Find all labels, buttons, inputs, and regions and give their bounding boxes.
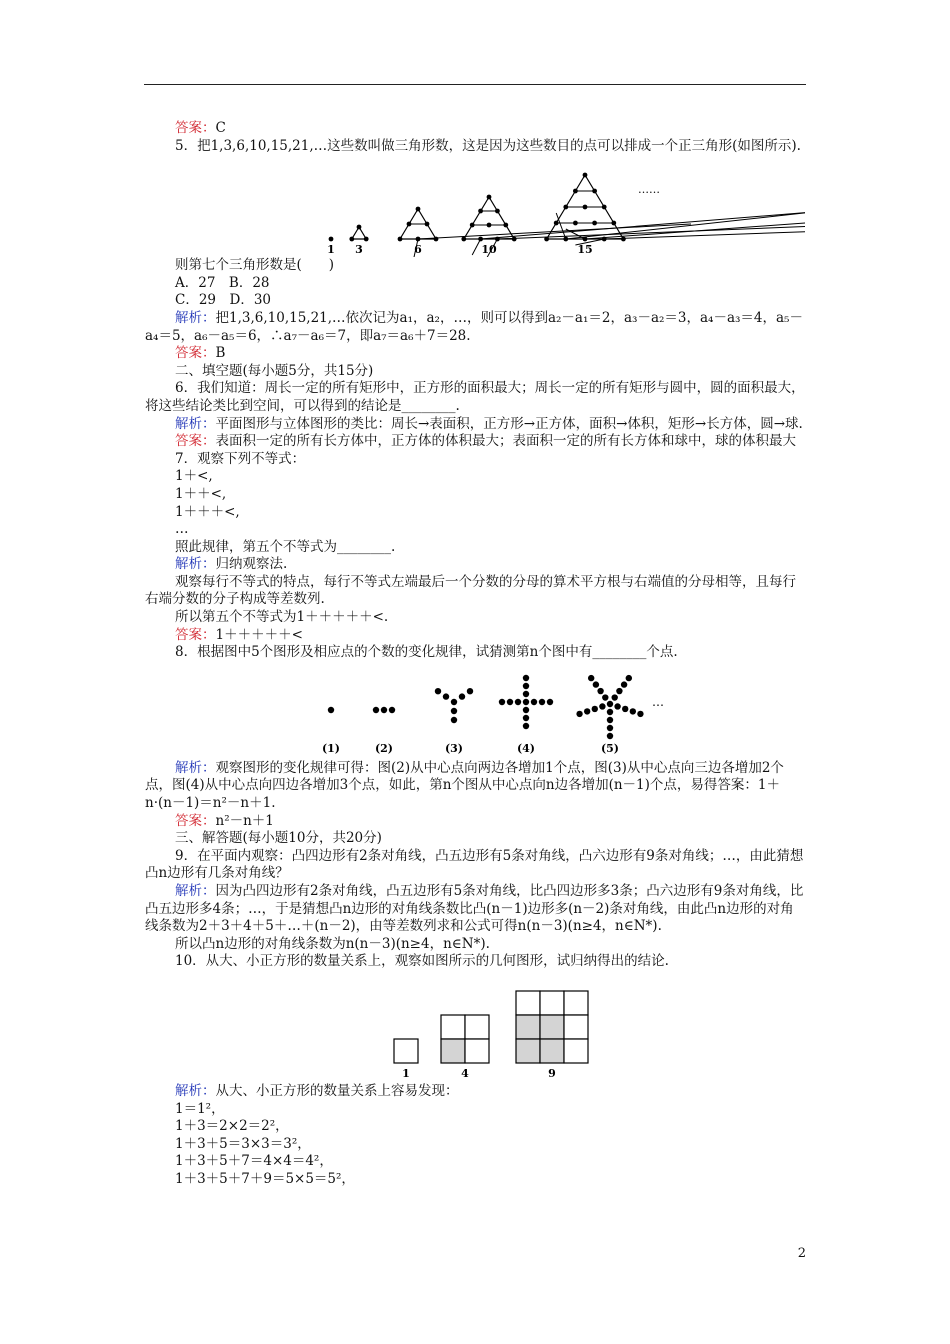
triangle-label-5: 15 [577, 243, 593, 257]
triangle-dot [621, 237, 626, 242]
text-block-5 [145, 292, 805, 310]
pattern-dot [612, 694, 618, 700]
triangle-dot [357, 225, 362, 230]
text-block-36 [145, 1153, 805, 1171]
block-text: 1＋<, [175, 468, 213, 485]
block-text: 1＝1²， [175, 1100, 225, 1117]
text-block-24 [145, 760, 805, 813]
text-block-1 [145, 138, 805, 156]
triangle-dot [583, 173, 588, 178]
pattern-dot [584, 708, 590, 714]
triangle-dot [583, 237, 588, 242]
pattern-dot [523, 707, 529, 713]
triangle-dot [425, 222, 430, 227]
triangle-dot [554, 221, 559, 226]
pattern-dot [523, 699, 529, 705]
pattern-dot [597, 688, 603, 694]
block-text: 从大、小正方形的数量关系上容易发现： [215, 1082, 459, 1099]
block-text: n²－n＋1 [215, 812, 274, 829]
block-text: A．27 B．28 [175, 274, 270, 291]
block-text: 8．根据图中5个图形及相应点的个数的变化规律，试猜测第n个图中有________个点. [175, 644, 678, 661]
analysis-label: 解析： [175, 759, 216, 776]
square-label-9: 9 [548, 1066, 556, 1080]
block-text: 1＋3＋5＝3×3＝3²， [175, 1135, 311, 1152]
triangle-number-1 [329, 237, 334, 242]
pattern-dot [435, 688, 441, 694]
pattern-dot [547, 699, 553, 705]
pattern-dot [616, 688, 622, 694]
pattern-dot [451, 699, 457, 705]
square-label-1: 1 [402, 1066, 410, 1080]
text-block-20 [145, 609, 805, 627]
triangle-dot [478, 237, 483, 242]
pattern-dot [637, 711, 643, 717]
triangle-dot [487, 223, 492, 228]
header-rule [144, 84, 806, 85]
text-block-33 [145, 1101, 805, 1119]
triangle-label-3: 6 [414, 243, 422, 257]
triangle-dot [602, 237, 607, 242]
pattern-dot [622, 706, 628, 712]
pattern-dot [588, 675, 594, 681]
text-block-11 [145, 433, 805, 451]
text-block-15 [145, 504, 805, 522]
pattern-dot [507, 699, 513, 705]
pattern-dot [607, 717, 613, 723]
text-block-9 [145, 380, 805, 415]
triangle-dot [470, 223, 475, 228]
pattern-dot [467, 688, 473, 694]
block-text: 1＋＋＋＋＋< [215, 626, 303, 643]
text-block-26 [145, 830, 805, 848]
triangle-label-2: 3 [355, 243, 363, 257]
triangle-dot [416, 237, 421, 242]
block-text: 归纳观察法. [215, 556, 288, 573]
triangle-numbers-figure [145, 153, 805, 257]
dot-label-3: (3) [444, 741, 464, 755]
dot-label-4: (4) [516, 741, 536, 755]
dot-label-2: (2) [374, 741, 394, 755]
text-block-16 [145, 521, 805, 539]
block-text: … [175, 521, 189, 538]
pattern-dot [626, 675, 632, 681]
block-text: 三、解答题(每小题10分，共20分) [175, 830, 382, 847]
block-text: 因为凸四边形有2条对角线，凸五边形有5条对角线，比凸四边形多3条；凸六边形有9条对角线，比凸五边形多4条；…，于是猜想凸n边形的对角线条数比凸(n－1)边形多(n－2)条对角线，由此凸n边形的对角线条数为2＋3＋4＋5＋…＋(n－2)，由等差数列求和公式可得n(n－3)(n≥4，n∈N*). [145, 883, 804, 935]
square-grid-4 [441, 1015, 489, 1063]
block-text: 1＋3＋5＋7＝4×4＝4²， [175, 1153, 333, 1170]
square-grid-1 [394, 1039, 418, 1063]
triangle-dot [478, 209, 483, 214]
triangle-dot [495, 237, 500, 242]
triangle-number-2 [349, 225, 368, 242]
triangle-number-3 [398, 207, 691, 257]
block-text: B [215, 345, 226, 362]
pattern-dot [451, 708, 457, 714]
text-block-8 [145, 363, 805, 381]
block-text: 照此规律，第五个不等式为________. [175, 538, 396, 555]
dot-pattern-figure [145, 664, 805, 760]
triangle-dot [602, 205, 607, 210]
triangle-dot [349, 237, 354, 242]
block-text: 1＋＋＋<, [175, 503, 240, 520]
pattern-dot [607, 725, 613, 731]
triangle-dot [544, 237, 549, 242]
block-text: C．29 D．30 [175, 292, 272, 309]
pattern-dot [381, 707, 387, 713]
pattern-dot [389, 707, 395, 713]
text-block-32 [145, 1083, 805, 1101]
text-block-29 [145, 936, 805, 954]
text-block-37 [145, 1171, 805, 1189]
triangle-dot [512, 237, 517, 242]
triangle-dot [573, 221, 578, 226]
analysis-label: 解析： [175, 883, 216, 899]
triangle-dot [611, 221, 616, 226]
triangle-dot [329, 237, 334, 242]
pattern-dot [576, 711, 582, 717]
text-block-30 [145, 953, 805, 971]
text-block-3 [145, 257, 805, 275]
pattern-dot [630, 708, 636, 714]
text-block-14 [145, 486, 805, 504]
text-block-18 [145, 556, 805, 574]
block-text: 二、填空题(每小题5分，共15分) [175, 362, 374, 379]
triangle-dot [416, 207, 421, 212]
triangle-number-5 [544, 173, 805, 245]
pattern-dot [523, 675, 529, 681]
triangle-dot [563, 237, 568, 242]
triangle-dot [407, 222, 412, 227]
triangle-dot [592, 189, 597, 194]
text-block-27 [145, 848, 805, 883]
block-text: 表面积一定的所有长方体中，正方体的体积最大；表面积一定的所有长方体和球中，球的体积最大 [215, 433, 796, 450]
analysis-label: 解析： [175, 1082, 216, 1099]
block-text: 10．从大、小正方形的数量关系上，观察如图所示的几何图形，试归纳得出的结论. [175, 953, 669, 970]
text-block-21 [145, 627, 805, 645]
triangle-dot [503, 223, 508, 228]
answer-label: 答案： [175, 626, 216, 643]
square-grid-9 [516, 991, 588, 1063]
text-block-35 [145, 1136, 805, 1154]
block-text: 所以第五个不等式为1＋＋＋＋＋<. [175, 609, 389, 626]
triangle-label-4: 10 [481, 243, 497, 257]
pattern-dot [592, 706, 598, 712]
pattern-dot [499, 699, 505, 705]
block-text: C [215, 120, 226, 136]
text-block-10 [145, 416, 805, 434]
text-block-12 [145, 451, 805, 469]
block-text: 则第七个三角形数是( ) [175, 257, 335, 274]
triangle-dot [563, 205, 568, 210]
block-text: 5．把1,3,6,10,15,21,…这些数叫做三角形数，这是因为这些数目的点可以排成一个正三角形(如图所示). [175, 137, 801, 154]
text-block-4 [145, 275, 805, 293]
answer-label: 答案： [175, 345, 216, 362]
dot-ellipsis: … [652, 694, 664, 709]
block-text: 1＋＋<, [175, 485, 227, 502]
dot-label-1: (1) [321, 741, 341, 755]
pattern-dot [539, 699, 545, 705]
pattern-dot [593, 681, 599, 687]
pattern-dot [328, 707, 334, 713]
answer-label: 答案： [175, 120, 216, 136]
pattern-dot [373, 707, 379, 713]
triangle-dot [487, 195, 492, 200]
pattern-dot [614, 703, 620, 709]
square-label-4: 4 [461, 1066, 469, 1080]
triangle-dot [583, 205, 588, 210]
block-text: 6．我们知道：周长一定的所有矩形中，正方形的面积最大；周长一定的所有矩形与圆中，圆的面积最大，将这些结论类比到空间，可以得到的结论是________. [145, 380, 805, 414]
pattern-dot [443, 693, 449, 699]
answer-label: 答案： [175, 812, 216, 829]
block-text: 所以凸n边形的对角线条数为n(n－3)(n≥4，n∈N*). [175, 935, 490, 952]
text-block-0 [145, 120, 805, 138]
text-block-34 [145, 1118, 805, 1136]
pattern-dot [602, 694, 608, 700]
triangle-number-4 [461, 195, 805, 257]
text-block-25 [145, 813, 805, 831]
block-text: 观察图形的变化规律可得：图(2)从中心点向两边各增加1个点，图(3)从中心点向三边各增加2个点，图(4)从中心点向四边各增加3个点，如此，第n个图从中心点向n边各增加(n－1)个点，易得答案：1＋n·(n－1)＝n²－n＋1. [145, 759, 784, 812]
pattern-dot [459, 693, 465, 699]
triangle-dot [592, 221, 597, 226]
triangle-dot [434, 237, 439, 242]
triangle-dot [398, 237, 403, 242]
block-text: 平面图形与立体图形的类比：周长→表面积，正方形→正方体，面积→体积，矩形→长方体，圆→球. [215, 415, 803, 432]
text-block-28 [145, 883, 805, 936]
triangle-dot [573, 189, 578, 194]
pattern-dot [515, 699, 521, 705]
text-block-17 [145, 539, 805, 557]
page-number: 2 [797, 1246, 806, 1261]
pattern-dot [523, 683, 529, 689]
pattern-dot [621, 681, 627, 687]
text-block-7 [145, 345, 805, 363]
block-text: 9．在平面内观察：凸四边形有2条对角线，凸五边形有5条对角线，凸六边形有9条对角线；…，由此猜想凸n边形有几条对角线？ [145, 847, 804, 882]
pattern-dot [607, 733, 613, 739]
squares-figure [145, 975, 805, 1081]
answer-label: 答案： [175, 433, 216, 450]
analysis-label: 解析： [175, 556, 216, 573]
triangle-dot [364, 237, 369, 242]
block-text: 1＋3＝2×2＝2²， [175, 1118, 289, 1135]
pattern-dot [599, 703, 605, 709]
text-block-19 [145, 574, 805, 609]
analysis-label: 解析： [175, 309, 216, 326]
block-text: 1＋3＋5＋7＋9＝5×5＝5²， [175, 1170, 355, 1187]
triangle-ellipsis: …… [638, 183, 660, 197]
dot-label-5: (5) [600, 741, 620, 755]
text-block-22 [145, 644, 805, 662]
triangle-dot [495, 209, 500, 214]
text-block-13 [145, 468, 805, 486]
block-text: 把1,3,6,10,15,21,…依次记为a₁，a₂，…，则可以得到a₂－a₁＝2，a₃－a₂＝3，a₄－a₃＝4，a₅－a₄＝5，a₆－a₅＝6，∴a₇－a₆＝7，即a₇＝a₆＋7＝28. [145, 309, 803, 344]
text-block-6 [145, 310, 805, 345]
pattern-dot [523, 723, 529, 729]
pattern-dot [451, 717, 457, 723]
triangle-dot [461, 237, 466, 242]
pattern-dot [607, 701, 613, 707]
pattern-dot [523, 691, 529, 697]
triangle-label-1: 1 [327, 243, 335, 257]
pattern-dot [531, 699, 537, 705]
document-body [145, 120, 805, 1189]
block-text: 7．观察下列不等式： [175, 450, 306, 467]
block-text: 观察每行不等式的特点，每行不等式左端最后一个分数的分母的算术平方根与右端值的分母相等，且每行右端分数的分子构成等差数列. [145, 573, 796, 608]
pattern-dot [523, 715, 529, 721]
pattern-dot [607, 709, 613, 715]
analysis-label: 解析： [175, 415, 216, 432]
